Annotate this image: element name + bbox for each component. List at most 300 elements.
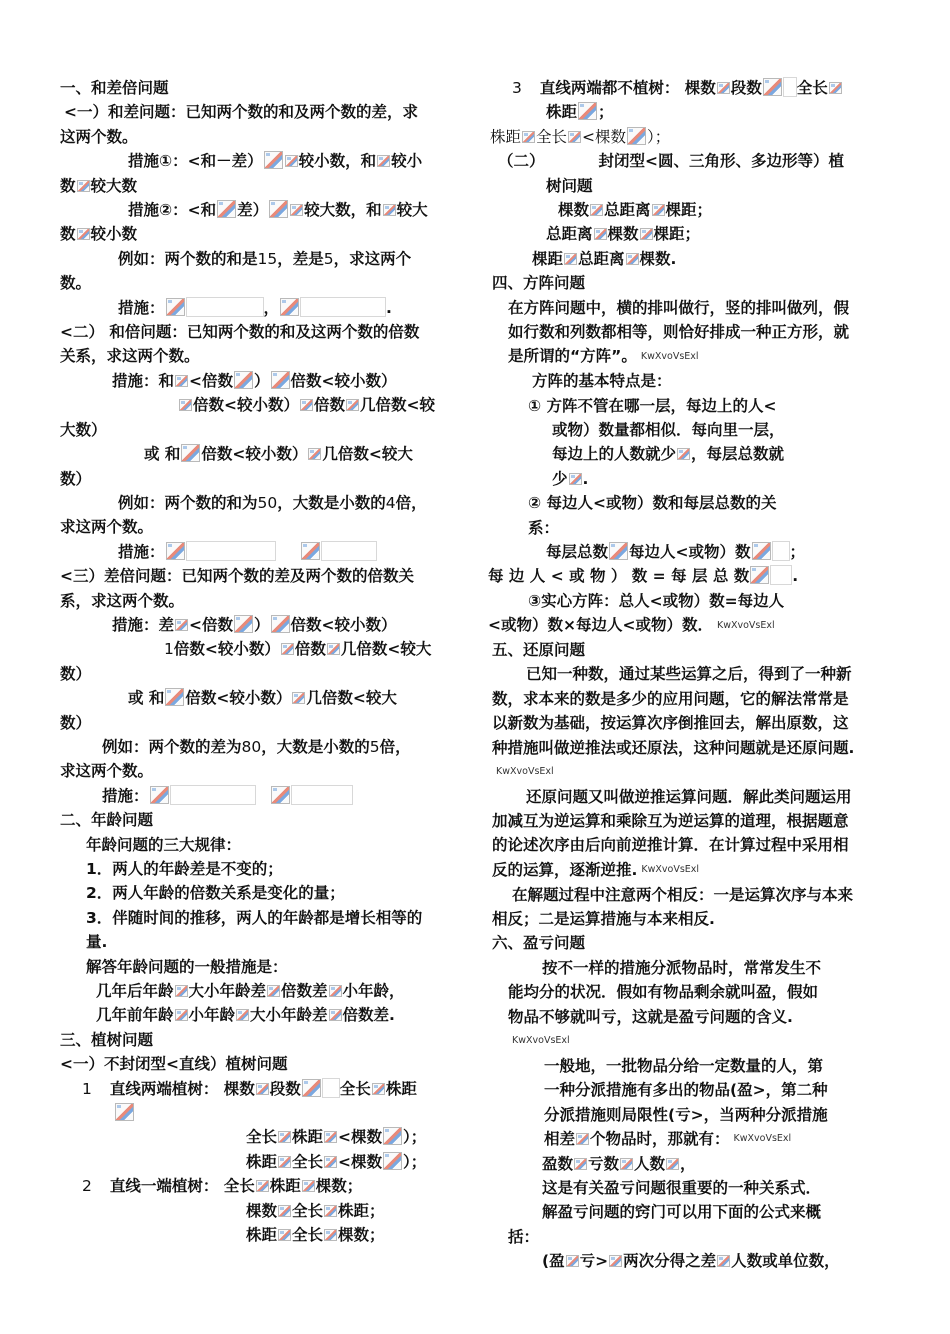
text-line: [60, 1150, 462, 1174]
text-line: [60, 735, 462, 759]
text-line: [60, 979, 462, 1003]
broken-image-icon: [324, 1131, 337, 1143]
line-text: 量.: [86, 933, 108, 952]
line-text: 3: [512, 79, 522, 97]
broken-image-icon: [77, 228, 90, 240]
line-text: 5: [323, 249, 334, 268]
line-text: 一种分派措施有多出的物品(盈>，第二种: [544, 1081, 828, 1100]
line-text: 段数: [269, 1079, 301, 1098]
broken-image-icon: [264, 151, 283, 169]
line-text: 株距: [246, 1226, 278, 1245]
line-text: 在解题过程中注意两个相反：一是运算次序与本来: [512, 885, 854, 904]
text-line: [60, 857, 462, 881]
broken-image-icon: [267, 985, 280, 997]
line-text: 能均分的状况．假如有物品剩余就叫盈，假如: [508, 983, 819, 1002]
broken-image-icon: [522, 131, 535, 143]
broken-image-icon: [627, 127, 646, 145]
line-text: <一）不封闭型<直线）植树问题: [60, 1055, 288, 1074]
line-text: 棵数；: [338, 1226, 385, 1245]
broken-image-icon: [569, 473, 582, 485]
text-line: [60, 1003, 462, 1027]
text-line: [488, 687, 890, 711]
text-line: [488, 247, 890, 271]
line-text: 措施：: [118, 542, 165, 561]
text-line: [488, 467, 890, 491]
broken-image-icon: [285, 155, 298, 167]
line-text: 树问题: [546, 176, 593, 195]
text-line: [488, 369, 890, 393]
left-column: [60, 76, 462, 1248]
watermark-code: KwXvoVsExl: [716, 619, 775, 631]
line-text: 的论述次序由后向前逆推计算．在计算过程中采用相: [492, 836, 849, 855]
line-text: ③实心方阵：总人<或物）数=每边人: [528, 591, 785, 610]
broken-image-icon: [590, 204, 603, 216]
line-text: 或 和: [128, 689, 165, 708]
broken-image-icon: [308, 448, 321, 460]
text-line: [488, 76, 890, 100]
line-text: 关系，求这两个数。: [60, 347, 200, 366]
text-line: [488, 1029, 890, 1054]
line-text: 或 和: [144, 445, 181, 464]
text-line: [60, 1199, 462, 1223]
line-text: 这两个数。: [60, 127, 138, 146]
broken-image-icon: [829, 82, 842, 94]
text-line: [60, 564, 462, 588]
text-line: [60, 930, 462, 954]
line-text: 倍，: [395, 493, 427, 512]
line-text: 三、植树问题: [60, 1030, 154, 1049]
line-text: 株距: [269, 1177, 301, 1196]
line-text: 倍数: [314, 396, 346, 415]
line-text: 分派措施则局限性(亏>，当两种分派措施: [544, 1105, 828, 1124]
broken-image-icon: [763, 78, 782, 96]
broken-image-icon: [594, 228, 607, 240]
broken-image-icon: [292, 692, 305, 704]
text-line: [488, 418, 890, 442]
line-text: 个物品时，那就有：: [590, 1129, 730, 1148]
broken-image-icon: [236, 1009, 249, 1021]
broken-image-icon: [175, 985, 188, 997]
line-text: 或物）数量都相似．每向里一层，: [552, 420, 785, 439]
broken-image-icon: [165, 688, 184, 706]
line-text: 大小年龄差: [188, 982, 267, 1001]
broken-image-icon: [278, 1205, 291, 1217]
line-text: 按不一样的措施分派物品时，常常发生不: [542, 958, 822, 977]
line-text: 大数）: [60, 420, 107, 439]
line-text: 较大数，和: [304, 201, 382, 220]
broken-image-icon: [281, 643, 294, 655]
formula-placeholder-box: [291, 785, 353, 805]
broken-image-icon: [150, 786, 169, 804]
line-text: 倍数: [294, 640, 326, 659]
line-text: (盈: [542, 1252, 565, 1271]
text-line: [60, 1125, 462, 1149]
text-line: [488, 442, 890, 466]
broken-image-icon: [609, 1255, 622, 1267]
line-text: 2．两人年龄的倍数关系是变化的量；: [86, 884, 345, 903]
text-line: [488, 833, 890, 857]
line-text: ）；: [403, 1128, 427, 1147]
line-text: 较小数，和: [298, 152, 377, 171]
line-text: 措施①：<和－差）: [128, 152, 263, 171]
line-text: 棵距；: [665, 201, 713, 220]
line-text: ，求这两个: [333, 249, 412, 268]
broken-image-icon: [256, 1180, 269, 1192]
line-text: ）: [254, 615, 270, 634]
right-column: [488, 76, 890, 1274]
line-text: 每层总数: [546, 543, 609, 562]
line-text: 在方阵问题中，横的排叫做行，竖的排叫做列，假: [508, 298, 850, 317]
broken-image-icon: [175, 1009, 188, 1021]
line-text: 株距: [490, 127, 522, 146]
line-text: 相反；二是运算措施与本来相反.: [492, 910, 715, 928]
text-line: [488, 589, 890, 613]
line-text: 求这两个数。: [60, 762, 154, 781]
line-text: 反的运算，逐渐逆推.: [492, 860, 638, 879]
line-text: 1: [164, 640, 174, 659]
broken-image-icon: [717, 1255, 730, 1267]
line-text: 数）: [60, 664, 92, 683]
text-line: [60, 540, 462, 564]
line-text: 全长: [796, 79, 828, 97]
text-line: [60, 589, 462, 613]
text-line: [60, 637, 462, 661]
line-text: 还原问题又叫做逆推运算问题．解此类问题运用: [526, 787, 852, 806]
line-text: 株距: [385, 1079, 417, 1098]
text-line: [60, 1174, 462, 1198]
text-line: [488, 174, 890, 198]
line-text: 株距: [246, 1152, 278, 1171]
line-text: 二、年龄问题: [60, 811, 154, 830]
broken-image-icon: [269, 200, 288, 218]
text-line: [60, 1028, 462, 1052]
line-text: <或物）数×每边人<或物）数．: [488, 616, 713, 635]
line-text: 几年后年龄: [96, 982, 174, 1001]
watermark-code: KwXvoVsExl: [496, 766, 554, 778]
formula-placeholder-box: [321, 541, 377, 561]
line-text: 全长: [536, 127, 568, 146]
text-line: [60, 662, 462, 686]
line-text: 全长: [292, 1201, 324, 1220]
broken-image-icon: [578, 102, 597, 120]
formula-placeholder-box: [186, 297, 264, 317]
line-text: 例如：两个数的和为: [118, 493, 258, 512]
line-text: 每 边 人 < 或 物 ） 数 = 每 层 总 数: [488, 567, 750, 586]
line-text: <倍数: [189, 371, 234, 390]
text-line: [488, 711, 890, 735]
formula-placeholder-box: [322, 1078, 340, 1098]
broken-image-icon: [300, 399, 313, 411]
text-line: [488, 638, 890, 662]
line-text: ）: [254, 371, 270, 390]
line-text: 系：: [528, 518, 560, 537]
watermark-code: KwXvoVsExl: [512, 1035, 570, 1047]
line-text: 数）: [60, 713, 92, 732]
text-line: [488, 1176, 890, 1200]
line-text: 措施②：<和: [128, 201, 217, 220]
line-text: 较小: [391, 152, 423, 171]
line-text: 株距；: [338, 1201, 385, 1220]
line-text: 措施：: [118, 298, 165, 317]
watermark-code: KwXvoVsExl: [733, 1133, 792, 1145]
text-line: [488, 760, 890, 785]
line-text: .: [386, 298, 392, 317]
text-line: [488, 296, 890, 320]
line-text: 如行数和列数都相等，则恰好排成一种正方形，就: [508, 323, 850, 342]
text-line: [60, 784, 462, 808]
line-text: 一、和差倍问题: [60, 79, 169, 97]
text-line: [488, 149, 890, 173]
line-text: ，大数是小数的: [277, 493, 386, 512]
line-text: ，每层总数就: [691, 445, 785, 464]
watermark-code: KwXvoVsExl: [641, 864, 700, 876]
text-line: [60, 100, 462, 124]
line-text: 措施：和: [112, 371, 175, 390]
line-text: 人数或单位数，: [731, 1252, 840, 1271]
line-text: ；: [598, 103, 614, 122]
line-text: 棵距: [532, 249, 564, 268]
text-line: [488, 613, 890, 638]
line-text: 大小年龄差: [250, 1006, 328, 1025]
line-text: 数。: [60, 274, 92, 293]
line-text: 几倍数<较大: [340, 640, 432, 659]
line-text: 每边人<或物）数: [629, 543, 751, 562]
line-text: 倍数<较小数）: [193, 396, 299, 415]
text-line: [60, 711, 462, 735]
text-line: [60, 247, 462, 271]
line-text: 四、方阵问题: [492, 274, 586, 293]
line-text: .: [582, 469, 589, 488]
text-line: [60, 491, 462, 515]
text-line: [488, 931, 890, 955]
line-text: 几年前年龄: [96, 1006, 174, 1025]
line-text: 株距: [546, 103, 578, 122]
text-line: [60, 344, 462, 368]
line-text: 5: [369, 737, 380, 756]
text-line: [60, 1052, 462, 1076]
broken-image-icon: [278, 1156, 291, 1168]
line-text: 数: [60, 225, 76, 244]
line-text: 例如：两个数的和是: [118, 249, 258, 268]
line-text: 每边上的人数就少: [552, 445, 677, 464]
line-text: <棵数: [338, 1152, 383, 1171]
text-line: [488, 516, 890, 540]
line-text: 相差: [544, 1129, 576, 1148]
text-line: [60, 149, 462, 173]
line-text: 棵数: [607, 225, 639, 244]
broken-image-icon: [574, 1158, 587, 1170]
line-text: 段数: [730, 79, 762, 97]
broken-image-icon: [383, 204, 396, 216]
line-text: 倍数<较小数）: [173, 640, 280, 659]
text-line: [60, 467, 462, 491]
line-text: 15: [257, 249, 278, 268]
line-text: ① 方阵不管在哪一层，每边上的人<: [528, 396, 777, 415]
line-text: 4: [385, 493, 396, 512]
broken-image-icon: [278, 1229, 291, 1241]
broken-image-icon: [377, 155, 390, 167]
text-line: [60, 881, 462, 905]
line-text: ，: [680, 1154, 696, 1173]
text-line: [488, 1005, 890, 1029]
text-line: [488, 394, 890, 418]
text-line: [488, 540, 890, 564]
line-text: 较大数: [90, 176, 138, 195]
text-line: [60, 613, 462, 637]
broken-image-icon: [290, 204, 303, 216]
text-line: [488, 1127, 890, 1152]
broken-image-icon: [280, 298, 299, 316]
broken-image-icon: [175, 375, 188, 387]
broken-image-icon: [234, 371, 253, 389]
broken-image-icon: [175, 619, 188, 631]
line-text: 物品不够就叫亏，这就是盈亏问题的含义.: [508, 1007, 793, 1026]
line-text: 倍数差.: [342, 1006, 395, 1025]
text-line: [488, 736, 890, 760]
text-line: [488, 1054, 890, 1078]
watermark-code: KwXvoVsExl: [640, 350, 699, 362]
line-text: 封闭型<圆、三角形、多边形等）植: [598, 152, 845, 171]
line-text: 全长: [292, 1226, 324, 1245]
line-text: 50: [257, 493, 278, 512]
line-text: 株距: [292, 1128, 324, 1147]
line-text: 较小数: [90, 225, 138, 244]
text-line: [60, 955, 462, 979]
broken-image-icon: [576, 1133, 589, 1145]
broken-image-icon: [278, 1131, 291, 1143]
line-text: 全长: [339, 1079, 371, 1098]
line-text: 人数: [634, 1154, 666, 1173]
text-line: [488, 1078, 890, 1102]
text-line: [60, 198, 462, 222]
line-text: 倍数<较小数）: [290, 615, 397, 634]
line-text: 总距离: [578, 249, 625, 268]
text-line: [488, 564, 890, 588]
line-text: 两次分得之差: [623, 1252, 717, 1271]
line-text: 数: [60, 176, 76, 195]
line-text: 五、还原问题: [492, 640, 586, 659]
line-text: ）；: [647, 127, 671, 146]
text-line: [488, 907, 890, 931]
line-text: 总距离: [546, 225, 593, 244]
broken-image-icon: [234, 615, 253, 633]
line-text: 总距离: [604, 201, 651, 220]
line-text: 差）: [237, 201, 269, 220]
text-line: [60, 369, 462, 393]
line-text: 加减互为逆运算和乘除互为逆运算的道理，根据题意: [492, 812, 849, 831]
broken-image-icon: [115, 1103, 134, 1121]
line-text: 3．伴随时间的推移，两人的年龄都是增长相等的: [86, 908, 423, 927]
broken-image-icon: [271, 615, 290, 633]
broken-image-icon: [752, 542, 771, 560]
text-line: [60, 833, 462, 857]
text-line: [488, 100, 890, 124]
line-text: 倍数<较小数）: [185, 689, 292, 708]
line-text: 直线两端植树： 棵数: [109, 1079, 255, 1098]
broken-image-icon: [302, 1079, 321, 1097]
line-text: 少: [552, 469, 568, 488]
broken-image-icon: [566, 1255, 579, 1267]
line-text: <棵数: [582, 127, 627, 146]
broken-image-icon: [564, 253, 577, 265]
line-text: 小年龄: [188, 1006, 236, 1025]
text-line: [488, 785, 890, 809]
text-line: [60, 906, 462, 930]
text-line: [488, 125, 890, 149]
text-line: [488, 1249, 890, 1273]
text-line: [60, 808, 462, 832]
text-line: [488, 320, 890, 344]
broken-image-icon: [77, 180, 90, 192]
broken-image-icon: [166, 298, 185, 316]
line-text: 一般地，一批物品分给一定数量的人，第: [544, 1056, 824, 1075]
line-text: <倍数: [189, 615, 234, 634]
line-text: ，差是: [277, 249, 324, 268]
line-text: <三）差倍问题：已知两个数的差及两个数的倍数关: [60, 567, 414, 586]
line-text: 几倍数<较大: [322, 445, 413, 464]
formula-placeholder-box: [772, 541, 790, 561]
broken-image-icon: [166, 542, 185, 560]
broken-image-icon: [750, 566, 769, 584]
broken-image-icon: [626, 253, 639, 265]
text-line: [60, 759, 462, 783]
text-line: [60, 125, 462, 149]
line-text: 全长: [246, 1128, 278, 1147]
text-line: [488, 1103, 890, 1127]
line-text: <一）和差问题：已知两个数的和及两个数的差，求: [64, 103, 418, 122]
line-text: 1．两人的年龄差是不变的；: [86, 860, 283, 878]
broken-image-icon: [383, 1127, 402, 1145]
text-line: [60, 686, 462, 710]
line-text: .: [792, 567, 799, 586]
formula-placeholder-box: [783, 77, 797, 97]
line-text: 直线一端植树： 全长: [109, 1177, 255, 1196]
text-line: [60, 1223, 462, 1247]
text-line: [60, 393, 462, 417]
line-text: 倍数差: [281, 982, 328, 1001]
line-text: 几倍数<较: [360, 396, 436, 415]
line-text: 六、盈亏问题: [492, 934, 586, 953]
broken-image-icon: [181, 444, 200, 462]
line-text: 亏数: [588, 1154, 620, 1173]
text-line: [60, 222, 462, 246]
line-text: 1: [82, 1079, 92, 1098]
line-text: 求这两个数。: [60, 518, 154, 537]
line-text: 以新数为基础，按运算次序倒推回去，解出原数，这: [492, 714, 849, 733]
broken-image-icon: [609, 542, 628, 560]
text-line: [60, 515, 462, 539]
line-text: ；: [789, 543, 806, 562]
broken-image-icon: [372, 1083, 385, 1095]
text-line: [60, 442, 462, 466]
line-text: 2: [82, 1177, 92, 1196]
text-line: [60, 174, 462, 198]
formula-placeholder-box: [300, 297, 386, 317]
broken-image-icon: [256, 1083, 269, 1095]
text-line: [488, 344, 890, 369]
line-text: 小年龄，: [342, 982, 405, 1001]
text-line: [60, 76, 462, 100]
text-line: [488, 1225, 890, 1249]
line-text: 较大: [396, 201, 428, 220]
broken-image-icon: [346, 399, 359, 411]
broken-image-icon: [620, 1158, 633, 1170]
line-text: 棵数；: [315, 1177, 363, 1196]
text-line: [60, 418, 462, 442]
text-line: [488, 883, 890, 907]
broken-image-icon: [666, 1158, 679, 1170]
broken-image-icon: [383, 1152, 402, 1170]
